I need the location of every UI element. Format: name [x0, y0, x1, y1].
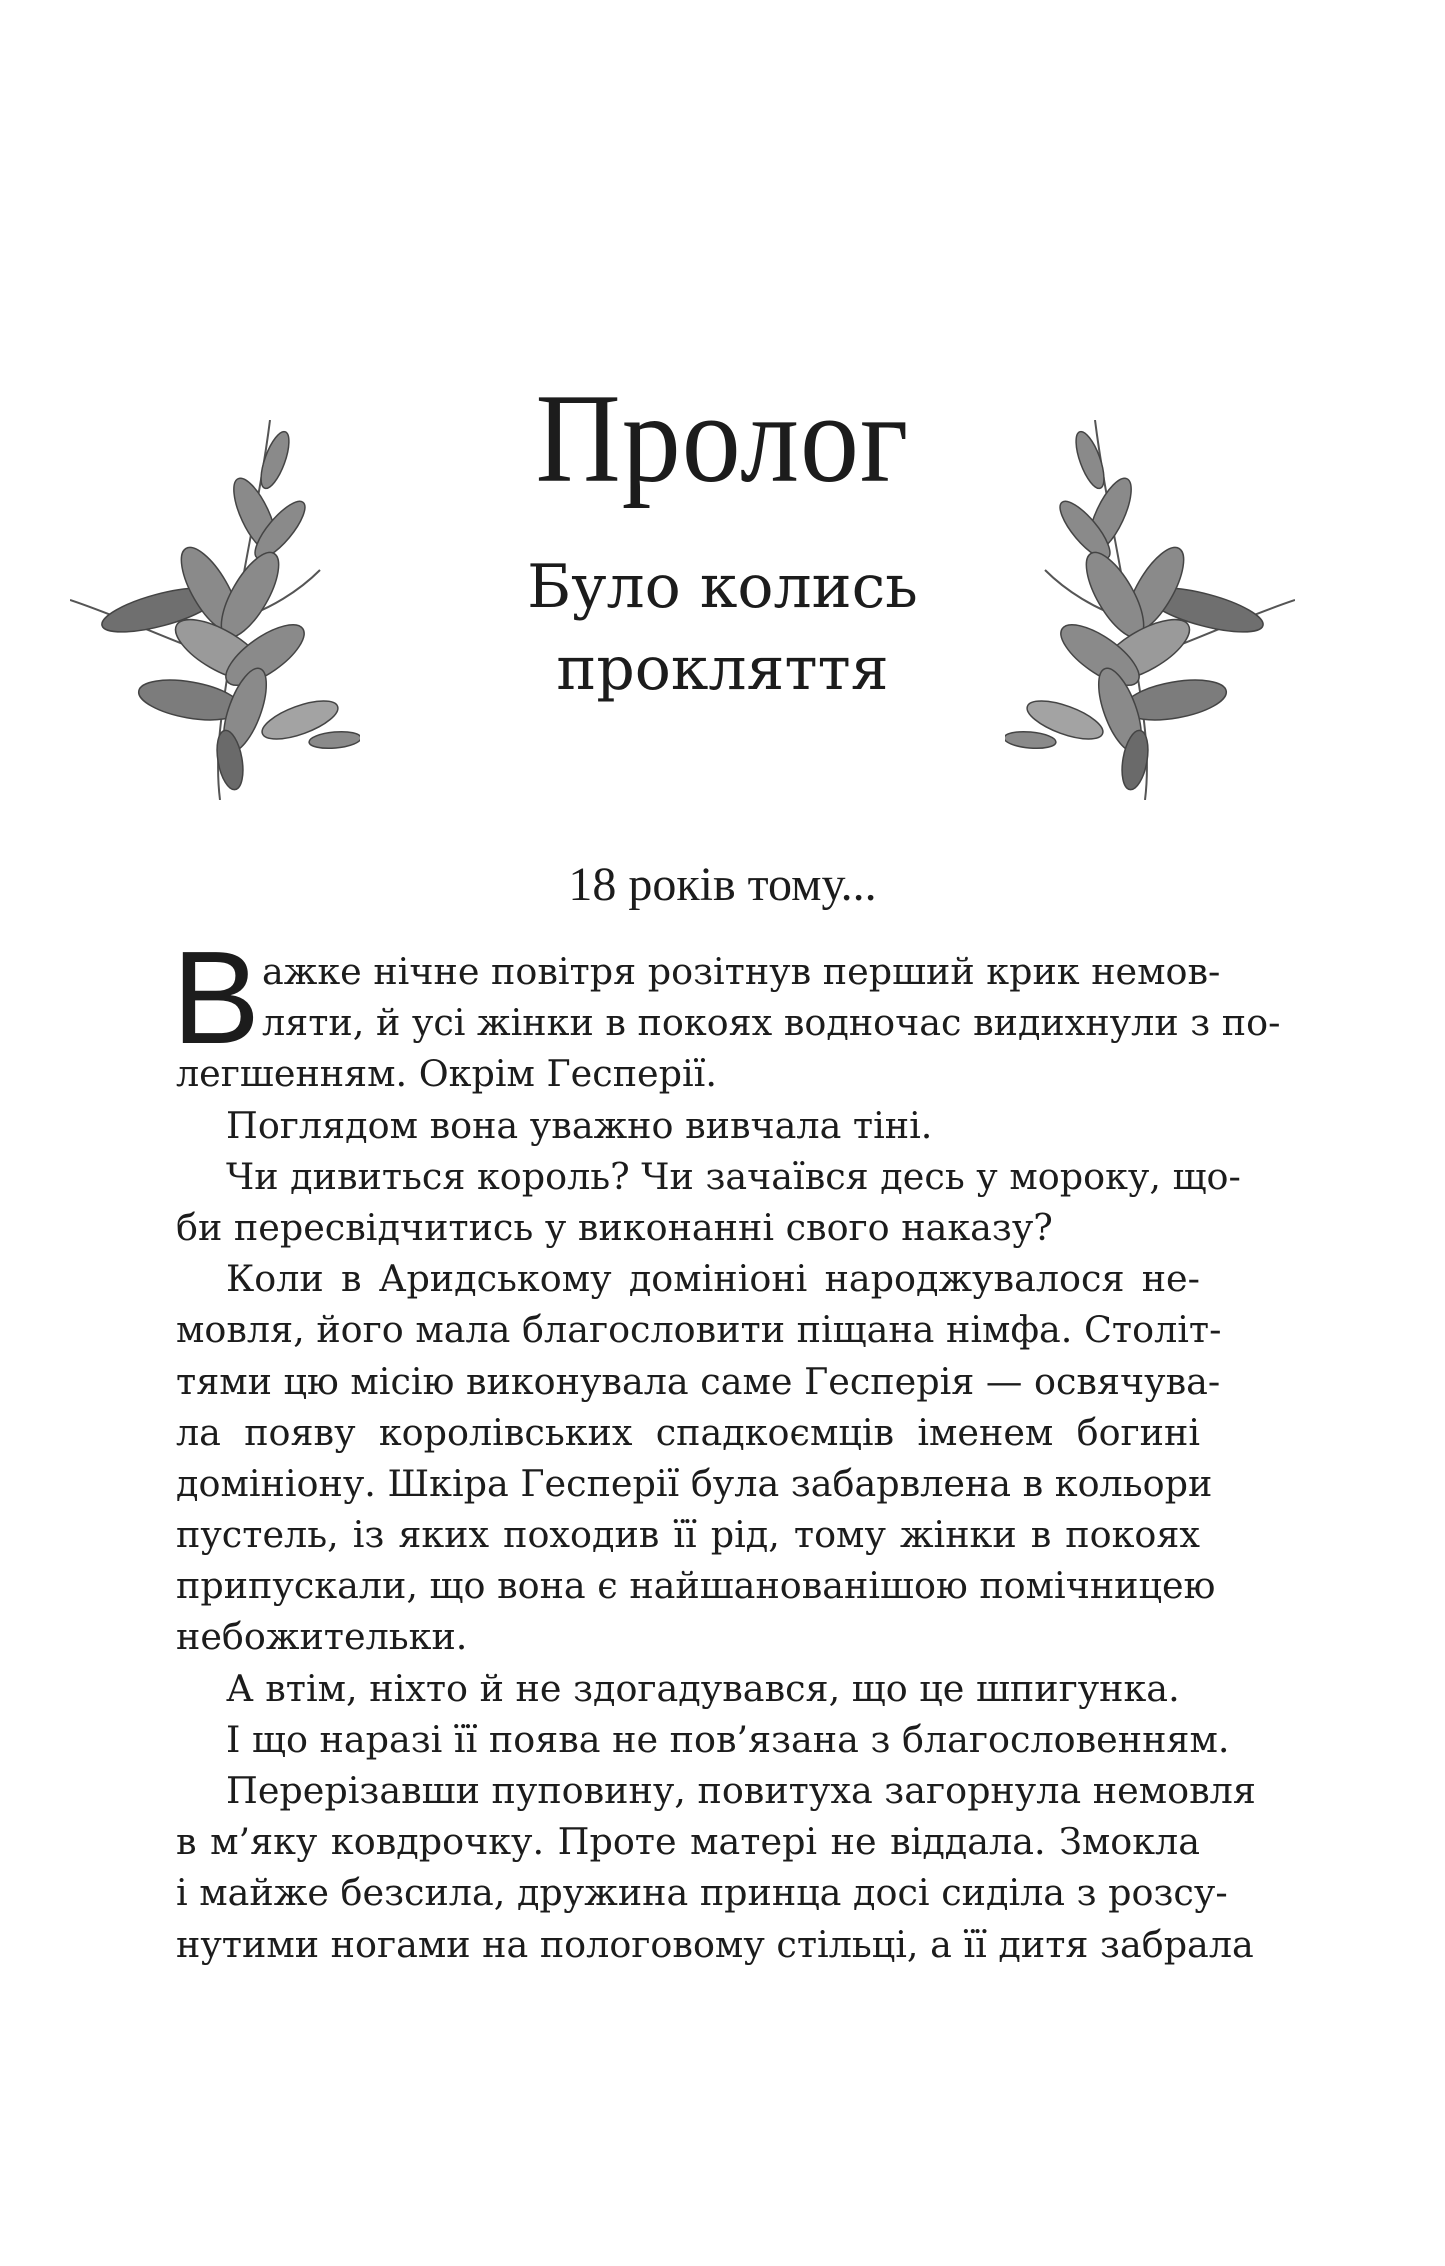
text-line: тями цю місію виконувала саме Гесперія — освячува- — [176, 1359, 1221, 1403]
text-line: легшенням. Окрім Гесперії. — [176, 1052, 717, 1096]
text-line: пустель, із яких походив її рід, тому жінки в покоях — [176, 1513, 1200, 1557]
text-line: мовля, його мала благословити піщана німфа. Століт- — [176, 1308, 1222, 1352]
text-line: Поглядом вона уважно вивчала тіні. — [226, 1103, 933, 1147]
text-line: нутими ногами на пологовому стільці, а її дитя забрала — [176, 1922, 1254, 1966]
drop-cap: В — [172, 924, 261, 1071]
text-line: А втім, ніхто й не здогадувався, що це шпигунка. — [226, 1666, 1180, 1710]
text-line: припускали, що вона є найшанованішою помічницею — [176, 1564, 1216, 1608]
text-line: Чи дивиться король? Чи зачаївся десь у мороку, що- — [226, 1154, 1241, 1198]
chapter-title: Пролог — [535, 367, 910, 510]
text-line: Перерізавши пуповину, повитуха загорнула немовля — [226, 1769, 1256, 1812]
text-line: і майже безсила, дружина принца досі сиділа з розсу- — [176, 1871, 1228, 1915]
text-line: в м’яку ковдрочку. Проте матері не віддала. Змокла — [176, 1820, 1200, 1864]
text-line: би пересвідчитись у виконанні свого наказу? — [176, 1205, 1053, 1249]
text-line: ла появу королівських спадкоємців іменем богині — [176, 1410, 1200, 1454]
text-line: домініону. Шкіра Гесперії була забарвлена в кольори — [176, 1461, 1213, 1505]
chapter-subtitle: Було колись прокляття — [527, 552, 918, 704]
text-line: Коли в Аридському домініоні народжувалося не- — [226, 1257, 1200, 1301]
chapter-header — [0, 367, 1445, 710]
text-line: ляти, й усі жінки в покоях водночас видихнули з по- — [262, 1001, 1281, 1045]
text-line: небожительки. — [176, 1615, 468, 1659]
body-text — [172, 924, 1281, 1970]
text-line: І що наразі її поява не пов’язана з благословенням. — [226, 1717, 1230, 1761]
text-line-content: ажке нічне повітря розітнув перший крик немов- — [262, 950, 1221, 993]
dateline: 18 років тому... — [568, 858, 877, 911]
